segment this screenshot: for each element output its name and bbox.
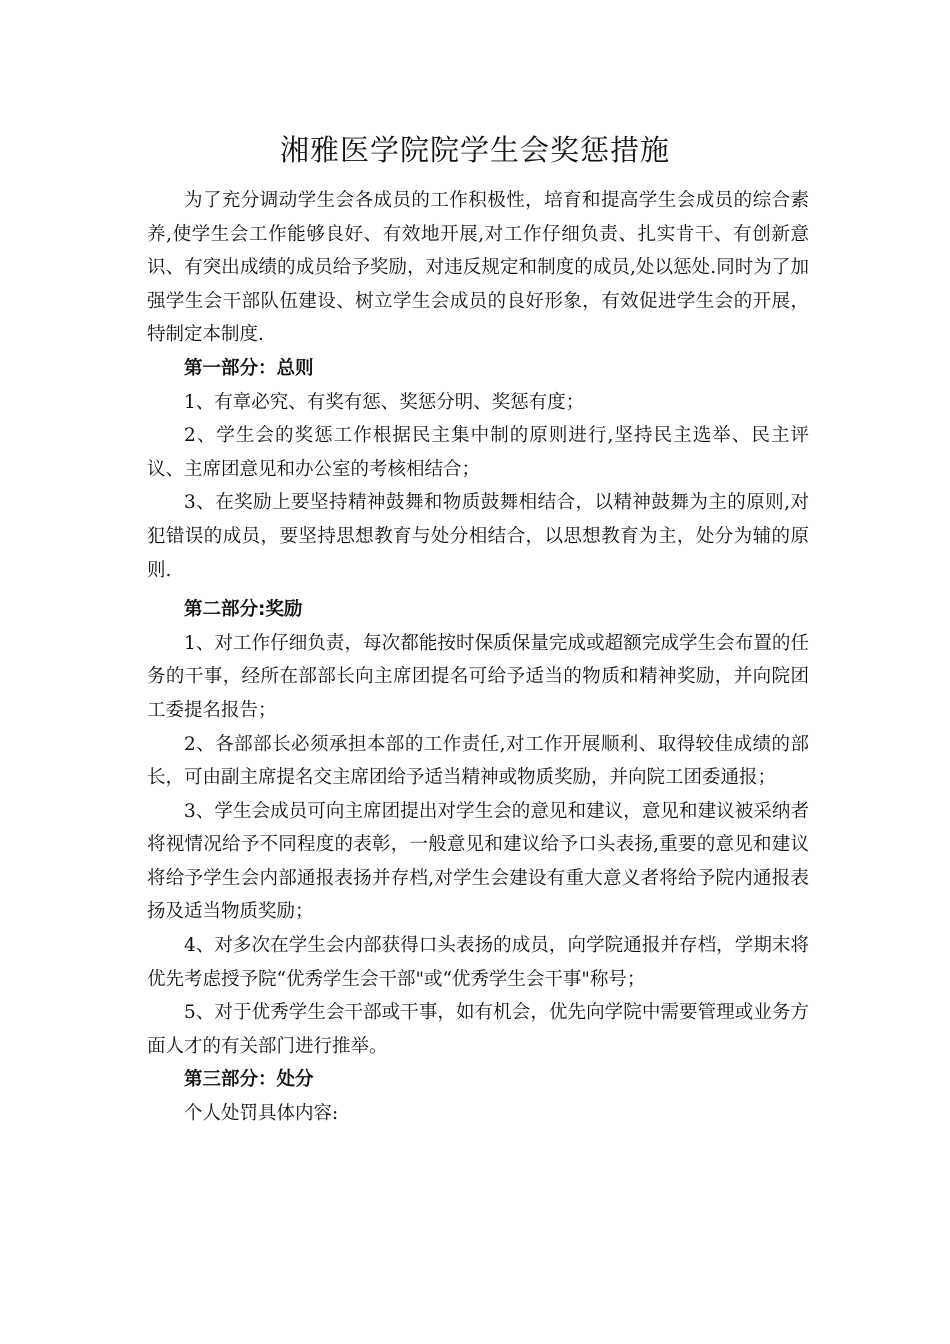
general-item: 3、在奖励上要坚持精神鼓舞和物质鼓舞相结合，以精神鼓舞为主的原则,对犯错误的成员，要坚持思想教育与处分相结合，以思想教育为主，处分为辅的原则. bbox=[147, 492, 809, 581]
penalty-item: 个人处罚具体内容: bbox=[184, 1103, 339, 1125]
reward-item: 3、学生会成员可向主席团提出对学生会的意见和建议，意见和建议被采纳者将视情况给予不同程度的表彰，一般意见和建议给予口头表扬,重要的意见和建议将给予学生会内部通报表扬并存档,对学生会建设有重大意义者将给予院内通报表扬及适当物质奖励； bbox=[147, 800, 809, 923]
reward-item: 1、对工作仔细负责，每次都能按时保质保量完成或超额完成学生会布置的任务的干事，经所在部部长向主席团提名可给予适当的物质和精神奖励，并向院团工委提名报告； bbox=[147, 632, 809, 721]
reward-item: 5、对于优秀学生会干部或干事，如有机会，优先向学院中需要管理或业务方面人才的有关部门进行推举。 bbox=[147, 1002, 809, 1057]
general-item: 2、学生会的奖惩工作根据民主集中制的原则进行,坚持民主选举、民主评议、主席团意见和办公室的考核相结合； bbox=[147, 425, 809, 480]
reward-item: 4、对多次在学生会内部获得口头表扬的成员，向学院通报并存档，学期末将优先考虑授予院“优秀学生会干部"或“优秀学生会干事"称号； bbox=[147, 935, 809, 990]
section-heading-penalties: 第三部分：处分 bbox=[184, 1069, 314, 1091]
document-body bbox=[147, 184, 809, 1131]
intro-paragraph: 为了充分调动学生会各成员的工作积极性，培育和提高学生会成员的综合素养,使学生会工作能够良好、有效地开展,对工作仔细负责、扎实肯干、有创新意识、有突出成绩的成员给予奖励，对违反规定和制度的成员,处以惩处.同时为了加强学生会干部队伍建设、树立学生会成员的良好形象，有效促进学生会的开展，特制定本制度. bbox=[147, 190, 809, 346]
reward-item: 2、各部部长必须承担本部的工作责任,对工作开展顺利、取得较佳成绩的部长，可由副主席提名交主席团给予适当精神或物质奖励，并向院工团委通报； bbox=[147, 733, 809, 789]
section-heading-rewards: 第二部分:奖励 bbox=[184, 599, 303, 621]
general-item: 1、有章必究、有奖有惩、奖惩分明、奖惩有度； bbox=[184, 391, 585, 413]
section-heading-general: 第一部分：总则 bbox=[184, 357, 314, 379]
document-title: 湘雅医学院院学生会奖惩措施 bbox=[279, 133, 670, 167]
